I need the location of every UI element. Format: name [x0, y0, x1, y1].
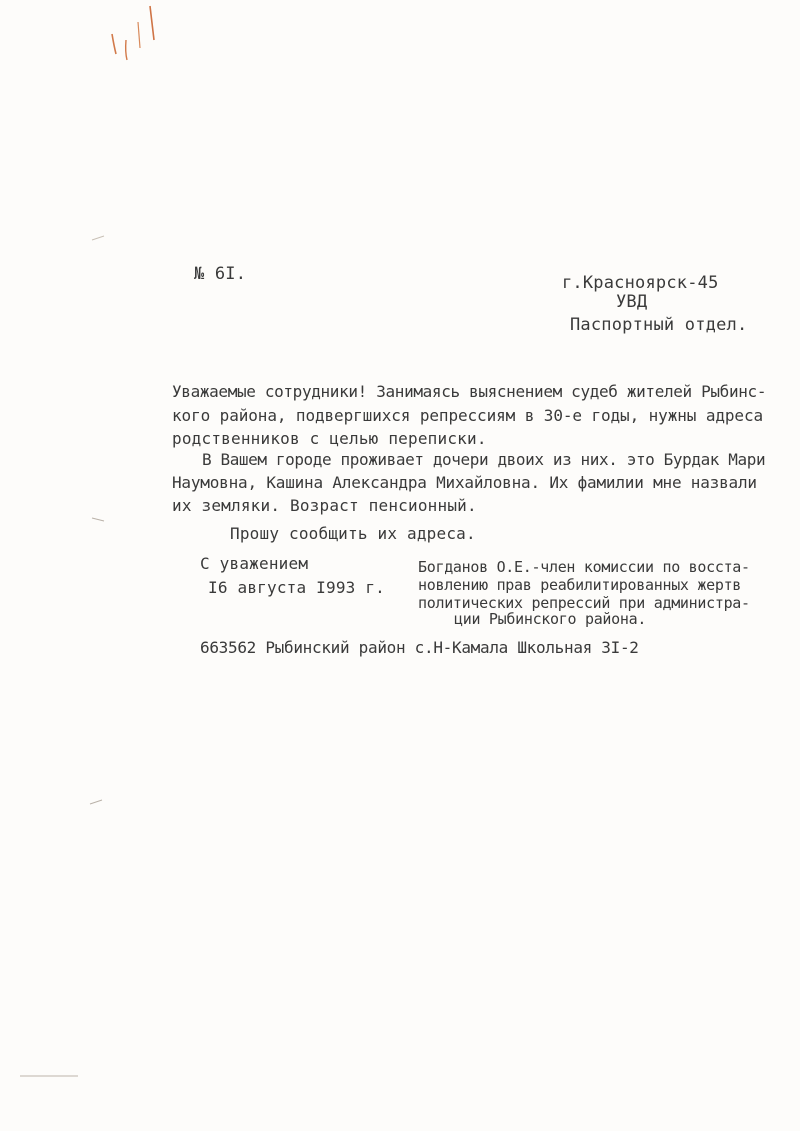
closing-regards: С уважением [200, 554, 309, 573]
addressee-city: г.Красноярск-45 [562, 273, 719, 293]
body-line-1: Уважаемые сотрудники! Занимаясь выяснением судеб жителей Рыбинс- [172, 382, 767, 401]
signature-line-2: новлению прав реабилитированных жертв [418, 576, 742, 594]
body-line-3: родственников с целью переписки. [172, 429, 487, 448]
body-line-5: Наумовна, Кашина Александра Михайловна. Их фамилии мне назвали [172, 473, 757, 492]
signature-line-3: политических репрессий при администра- [418, 594, 750, 612]
return-address: 663562 Рыбинский район с.Н-Камала Школьная 3I-2 [200, 638, 639, 657]
body-line-7: Прошу сообщить их адреса. [230, 524, 476, 543]
letter-number: № 6I. [194, 264, 247, 284]
body-line-2: кого района, подвергшихся репрессиям в 30-е годы, нужны адреса [172, 406, 764, 425]
letter-date: I6 августа I993 г. [208, 578, 385, 597]
body-line-6: их земляки. Возраст пенсионный. [172, 496, 477, 515]
signature-line-4: ции Рыбинского района. [454, 610, 647, 628]
addressee-department: Паспортный отдел. [570, 315, 748, 335]
signature-line-1: Богданов О.Е.-член комиссии по восста- [418, 558, 750, 576]
body-line-4: В Вашем городе проживает дочери двоих из них. это Бурдак Мари [202, 450, 766, 469]
addressee-org: УВД [616, 292, 648, 312]
